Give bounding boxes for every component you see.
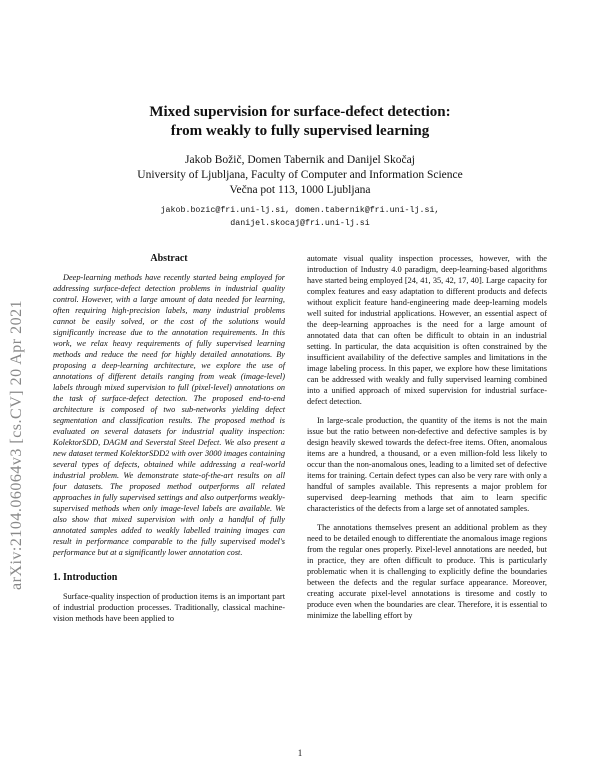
title-line-2: from weakly to fully supervised learning — [170, 123, 430, 139]
paper-title — [0, 103, 600, 141]
author-names: Jakob Božič, Domen Tabernik and Danijel Skočaj — [185, 154, 415, 166]
email-line-2: danijel.skocaj@fri.uni-lj.si — [230, 219, 370, 228]
right-column — [307, 253, 547, 629]
right-paragraph-2: In large-scale production, the quantity of the items is not the main issue but the ratio between non-defective and defective samples is by design heavily skewed towards the defect-free items. Often, anomalous items are a hundred, a thousand, or a even million-fold less likely to occur than the non-anomalous ones, leading to a limited set of defective items for training. Certain defect types can also be very rare with only a handful of samples available. This represents a major problem for supervised deep-learning methods that aim to learn specific characteristics of the defects from a large set of annotated samples. — [307, 416, 547, 513]
right-paragraph-3: The annotations themselves present an additional problem as they need to be detailed enough to differentiate the anomalous image regions from the regular ones properly. Pixel-level annotations are needed, but in practice, they are often difficult to produce. This is particularly problematic when it is challenging to explicitly define the boundaries between the defects and the regular surface appearance. Moreover, creating accurate pixel-level annotations is tiresome and costly to produce even when the boundaries are clear. Therefore, it is essential to minimize the labelling effort by — [307, 523, 547, 620]
address: Večna pot 113, 1000 Ljubljana — [229, 184, 371, 196]
abstract-text: Deep-learning methods have recently started being employed for addressing surface-defect detection problems in industrial quality control. However, with a large amount of data needed for learning, often requiring high-precision labels, many industrial problems cannot be easily solved, or the cost of the solutions would significantly increase due to the annotation requirements. In this work, we relax heavy requirements of fully supervised learning methods and reduce the need for highly detailed annotations. By proposing a deep-learning architecture, we explore the use of annotations of different details ranging from weak (image-level) labels through mixed supervision to full (pixel-level) annotations on the task of surface-defect detection. The proposed end-to-end architecture is composed of two sub-networks yielding defect segmentation and classification results. The proposed method is evaluated on several datasets for industrial quality inspection: KolektorSDD, DAGM and Severstal Steel Defect. We also present a new dataset termed KolektorSDD2 with over 3000 images containing several types of defects, obtained while addressing a real-world industrial problem. We demonstrate state-of-the-art results on all four datasets. The proposed method outperforms all related approaches in fully supervised settings and also outperforms weakly-supervised methods when only image-level labels are available. We also show that mixed supervision with only a handful of fully annotated samples added to weakly labelled training images can result in performance comparable to the fully supervised model's performance but at a significantly lower annotation cost. — [53, 273, 285, 557]
page-number: 1 — [297, 748, 303, 758]
title-line-1: Mixed supervision for surface-defect detection: — [149, 104, 451, 120]
abstract-heading: Abstract — [150, 253, 188, 264]
arxiv-identifier: arXiv:2104.06064v3 [cs.CV] 20 Apr 2021 — [8, 299, 25, 590]
section-heading-introduction: 1. Introduction — [53, 572, 118, 583]
intro-paragraph-1: Surface-quality inspection of production items is an important part of industrial production processes. Traditionally, classical machine-vision methods have been applied to — [53, 592, 285, 623]
left-column — [53, 253, 285, 632]
author-block — [0, 153, 600, 198]
affiliation: University of Ljubljana, Faculty of Computer and Information Science — [137, 169, 463, 181]
right-paragraph-1: automate visual quality inspection processes, however, with the introduction of Industry 4.0 paradigm, deep-learning-based algorithms have started being employed [24, 41, 35, 42, 17, 40]. Large capacity for complex features and easy adaptation to different products and defects without explicit feature hand-engineering made deep-learning models well suited for industrial applications. However, an essential aspect of the deep-learning approaches is the need for a large amount of annotated data that can often be difficult to obtain in an industrial setting. In particular, the data acquisition is often constrained by the insufficient availability of the defective samples and limitations in the image labeling process. In this paper, we explore how these limitations can be addressed with weakly and fully supervised learning combined into a unified approach of mixed supervision for industrial surface-defect detection. — [307, 254, 547, 406]
email-line-1: jakob.bozic@fri.uni-lj.si, domen.tabernik@fri.uni-lj.si, — [160, 206, 440, 215]
email-block — [0, 204, 600, 230]
